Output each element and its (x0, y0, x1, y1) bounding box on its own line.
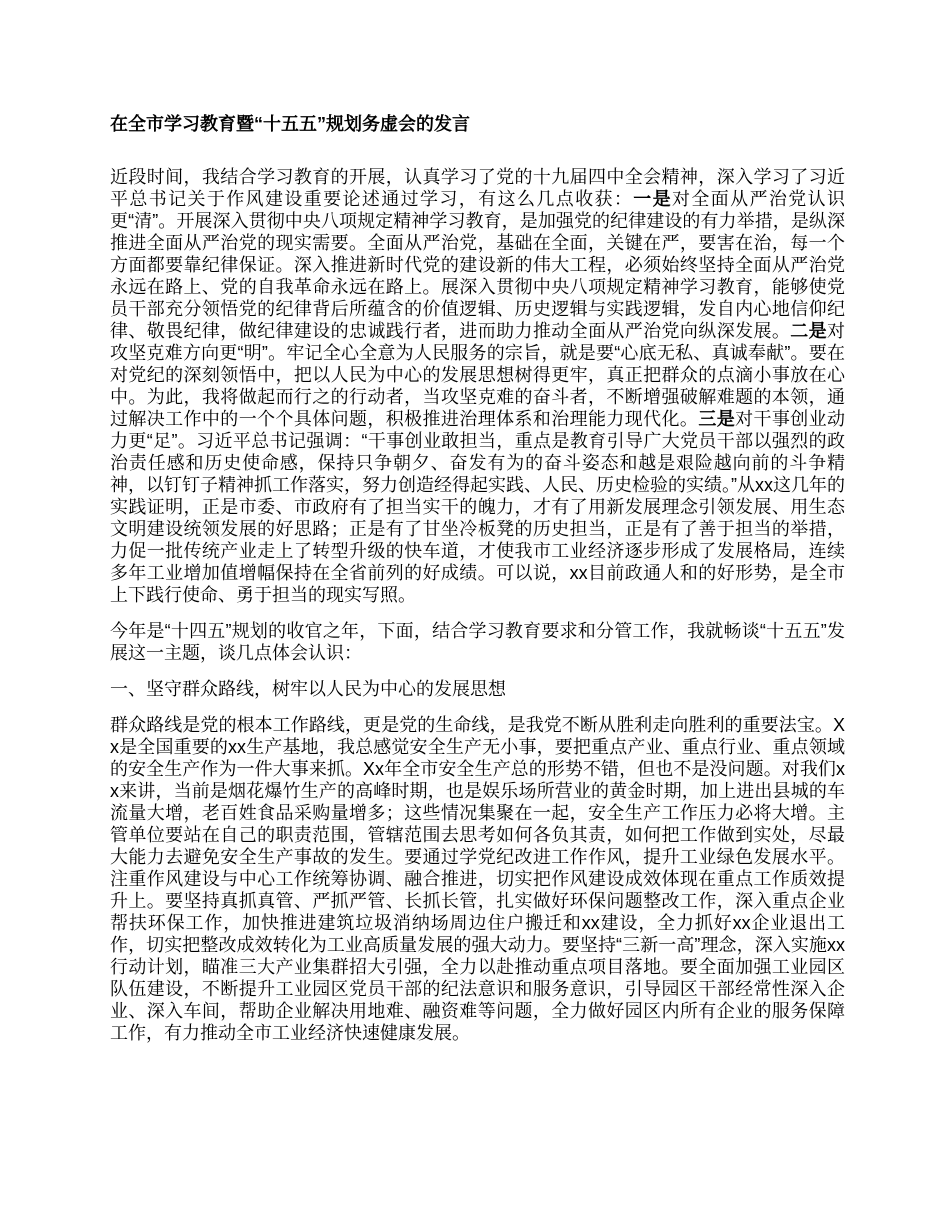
paragraph (110, 714, 845, 1044)
paragraph-text: 今年是“十四五”规划的收官之年，下面，结合学习教育要求和分管工作，我就畅谈“十五五”发展这一主题，谈几点体会认识： (110, 621, 845, 663)
paragraph (110, 678, 845, 700)
document-title: 在全市学习教育暨“十五五”规划务虚会的发言 (110, 114, 470, 134)
document-body (110, 166, 845, 1044)
paragraph (110, 166, 845, 606)
paragraph-text: 群众路线是党的根本工作路线，更是党的生命线，是我党不断从胜利走向胜利的重要法宝。Xx是全国重要的xx生产基地，我总感觉安全生产无小事，要把重点产业、重点行业、重点领域的安全生产作为一件大事来抓。Xx年全市安全生产总的形势不错，但也不是没问题。对我们xx来讲，当前是烟花爆竹生产的高峰时期，也是娱乐场所营业的黄金时期，加上进出县城的车流量大增，老百姓食品采购量增多；这些情况集聚在一起，安全生产工作压力必将大增。主管单位要站在自己的职责范围，管辖范围去思考如何各负其责，如何把工作做到实处，尽最大能力去避免安全生产事故的发生。要通过学党纪改进工作作风，提升工业绿色发展水平。注重作风建设与中心工作统筹协调、融合推进，切实把作风建设成效体现在重点工作质效提升上。要坚持真抓真管、严抓严管、长抓长管，扎实做好环保问题整改工作，深入重点企业帮扶环保工作，加快推进建筑垃圾消纳场周边住户搬迁和xx建设，全力抓好xx企业退出工作，切实把整改成效转化为工业高质量发展的强大动力。要坚持“三新一高”理念，深入实施xx行动计划，瞄准三大产业集群招大引强，全力以赴推动重点项目落地。要全面加强工业园区队伍建设，不断提升工业园区党员干部的纪法意识和服务意识，引导园区干部经常性深入企业、深入车间，帮助企业解决用地难、融资难等问题，全力做好园区内所有企业的服务保障工作，有力推动全市工业经济快速健康发展。 (110, 715, 845, 1043)
paragraph-bold-text: 三是 (698, 409, 736, 429)
paragraph-text: 对攻坚克难方向更“明”。牢记全心全意为人民服务的宗旨，就是要“心底无私、真诚奉献”。要在对党纪的深刻领悟中，把以人民为中心的发展思想树得更牢，真正把群众的点滴小事放在心中。为此，我将做起而行之的行动者，当攻坚克难的奋斗者，不断增强破解难题的本领，通过解决工作中的一个个具体问题，积极推进治理体系和治理能力现代化。 (110, 321, 846, 429)
paragraph (110, 620, 845, 664)
paragraph-bold-text: 二是 (790, 321, 828, 341)
paragraph-text: 近段时间，我结合学习教育的开展，认真学习了党的十九届四中全会精神，深入学习了习近平总书记关于作风建设重要论述通过学习，有这么几点收获： (110, 167, 845, 209)
paragraph-text: 对干事创业动力更“足”。习近平总书记强调：“干事创业敢担当，重点是教育引导广大党员干部以强烈的政治责任感和历史使命感，保持只争朝夕、奋发有为的奋斗姿态和越是艰险越向前的斗争精神，以钉钉子精神抓工作落实，努力创造经得起实践、人民、历史检验的实绩。”从xx这几年的实践证明，正是市委、市政府有了担当实干的魄力，才有了用新发展理念引领发展、用生态文明建设统领发展的好思路；正是有了甘坐冷板凳的历史担当，正是有了善于担当的举措，力促一批传统产业走上了转型升级的快车道，才使我市工业经济逐步形成了发展格局，连续多年工业增加值增幅保持在全省前列的好成绩。可以说，xx目前政通人和的好形势，是全市上下践行使命、勇于担当的现实写照。 (110, 409, 846, 605)
paragraph-text: 对全面从严治党认识更“清”。开展深入贯彻中央八项规定精神学习教育，是加强党的纪律建设的有力举措，是纵深推进全面从严治党的现实需要。全面从严治党，基础在全面，关键在严，要害在治，每一个方面都要靠纪律保证。深入推进新时代党的建设新的伟大工程，必须始终坚持全面从严治党永远在路上、党的自我革命永远在路上。展深入贯彻中央八项规定精神学习教育，能够使党员干部充分领悟党的纪律背后所蕴含的价值逻辑、历史逻辑与实践逻辑，发自内心地信仰纪律、敬畏纪律，做纪律建设的忠诚践行者，进而助力推动全面从严治党向纵深发展。 (110, 189, 846, 341)
paragraph-text: 一、坚守群众路线，树牢以人民为中心的发展思想 (110, 679, 506, 699)
paragraph-bold-text: 一是 (633, 189, 672, 209)
